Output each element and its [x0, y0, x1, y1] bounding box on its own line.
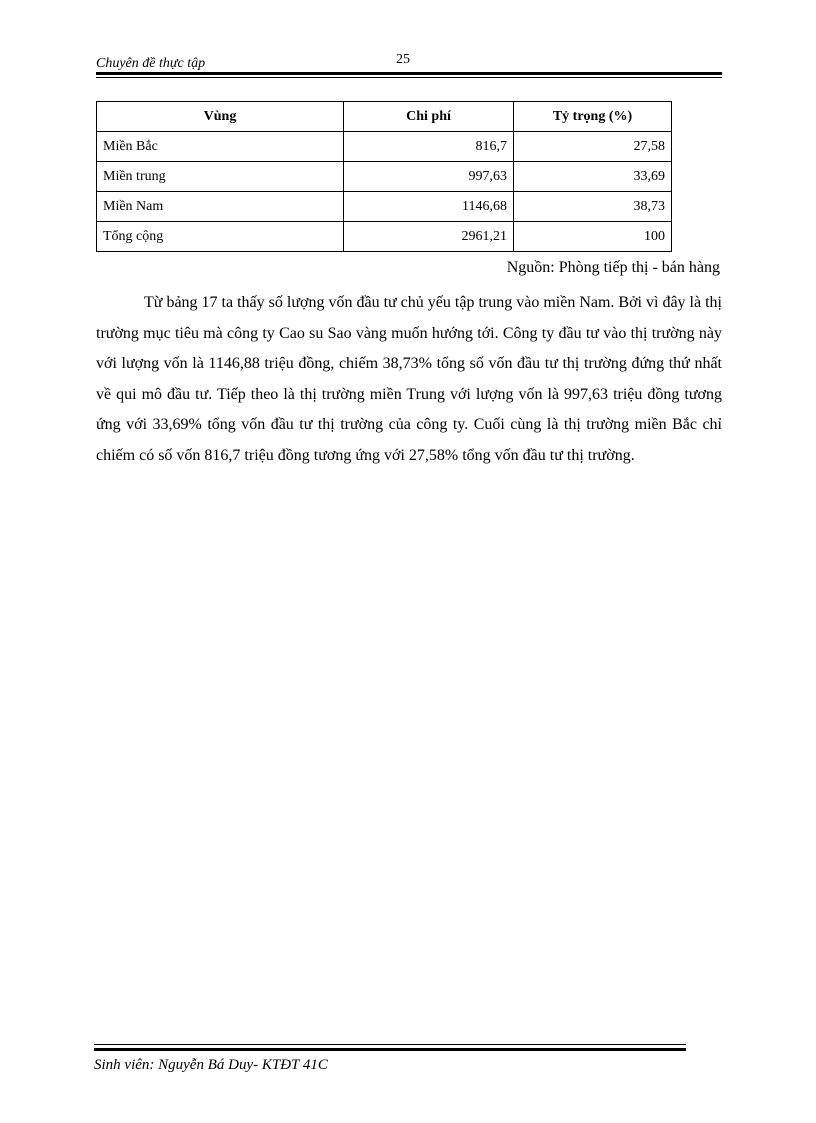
page-number: 25 — [396, 52, 410, 67]
source-note: Nguồn: Phòng tiếp thị - bán hàng — [506, 259, 720, 276]
region-cell: Miền Bắc — [97, 132, 344, 162]
column-header-region: Vùng — [97, 102, 344, 132]
table-row-total — [97, 222, 672, 252]
region-cell: Miền trung — [97, 162, 344, 192]
cost-cell: 997,63 — [344, 162, 514, 192]
cost-table — [96, 101, 672, 252]
header-title: Chuyên đề thực tập — [96, 56, 206, 71]
cost-cell: 2961,21 — [344, 222, 514, 252]
table-row — [97, 162, 672, 192]
share-cell: 38,73 — [514, 192, 672, 222]
column-header-cost: Chi phí — [344, 102, 514, 132]
region-cell: Miền Nam — [97, 192, 344, 222]
cost-cell: 1146,68 — [344, 192, 514, 222]
region-cell: Tổng cộng — [97, 222, 344, 252]
body-paragraph: Từ bảng 17 ta thấy số lượng vốn đầu tư chủ yếu tập trung vào miền Nam. Bởi vì đây là thị trường mục tiêu mà công ty Cao su Sao vàng muốn hướng tới. Công ty đầu tư vào thị trường này với lượng vốn là 1146,88 triệu đồng, chiếm 38,73% tổng số vốn đầu tư thị trường đứng thứ nhất về qui mô đầu tư. Tiếp theo là thị trường miền Trung với lượng vốn là 997,63 triệu đồng tương ứng với 33,69% tổng vốn đầu tư thị trường của công ty. Cuối cùng là thị trường miền Bắc chỉ chiếm có số vốn 816,7 triệu đồng tương ứng với 27,58% tổng vốn đầu tư thị trường. — [96, 294, 722, 464]
share-cell: 27,58 — [514, 132, 672, 162]
header-rule-thick — [96, 72, 722, 75]
header-rule-thin — [96, 77, 722, 78]
column-header-share: Tỷ trọng (%) — [514, 102, 672, 132]
share-cell: 33,69 — [514, 162, 672, 192]
cost-cell: 816,7 — [344, 132, 514, 162]
footer-rule-thick — [94, 1048, 686, 1051]
table-row — [97, 192, 672, 222]
share-cell: 100 — [514, 222, 672, 252]
footer-author: Sinh viên: Nguyễn Bá Duy- KTĐT 41C — [94, 1057, 328, 1073]
footer-rule-thin — [94, 1044, 686, 1045]
table-header-row — [97, 102, 672, 132]
table-row — [97, 132, 672, 162]
